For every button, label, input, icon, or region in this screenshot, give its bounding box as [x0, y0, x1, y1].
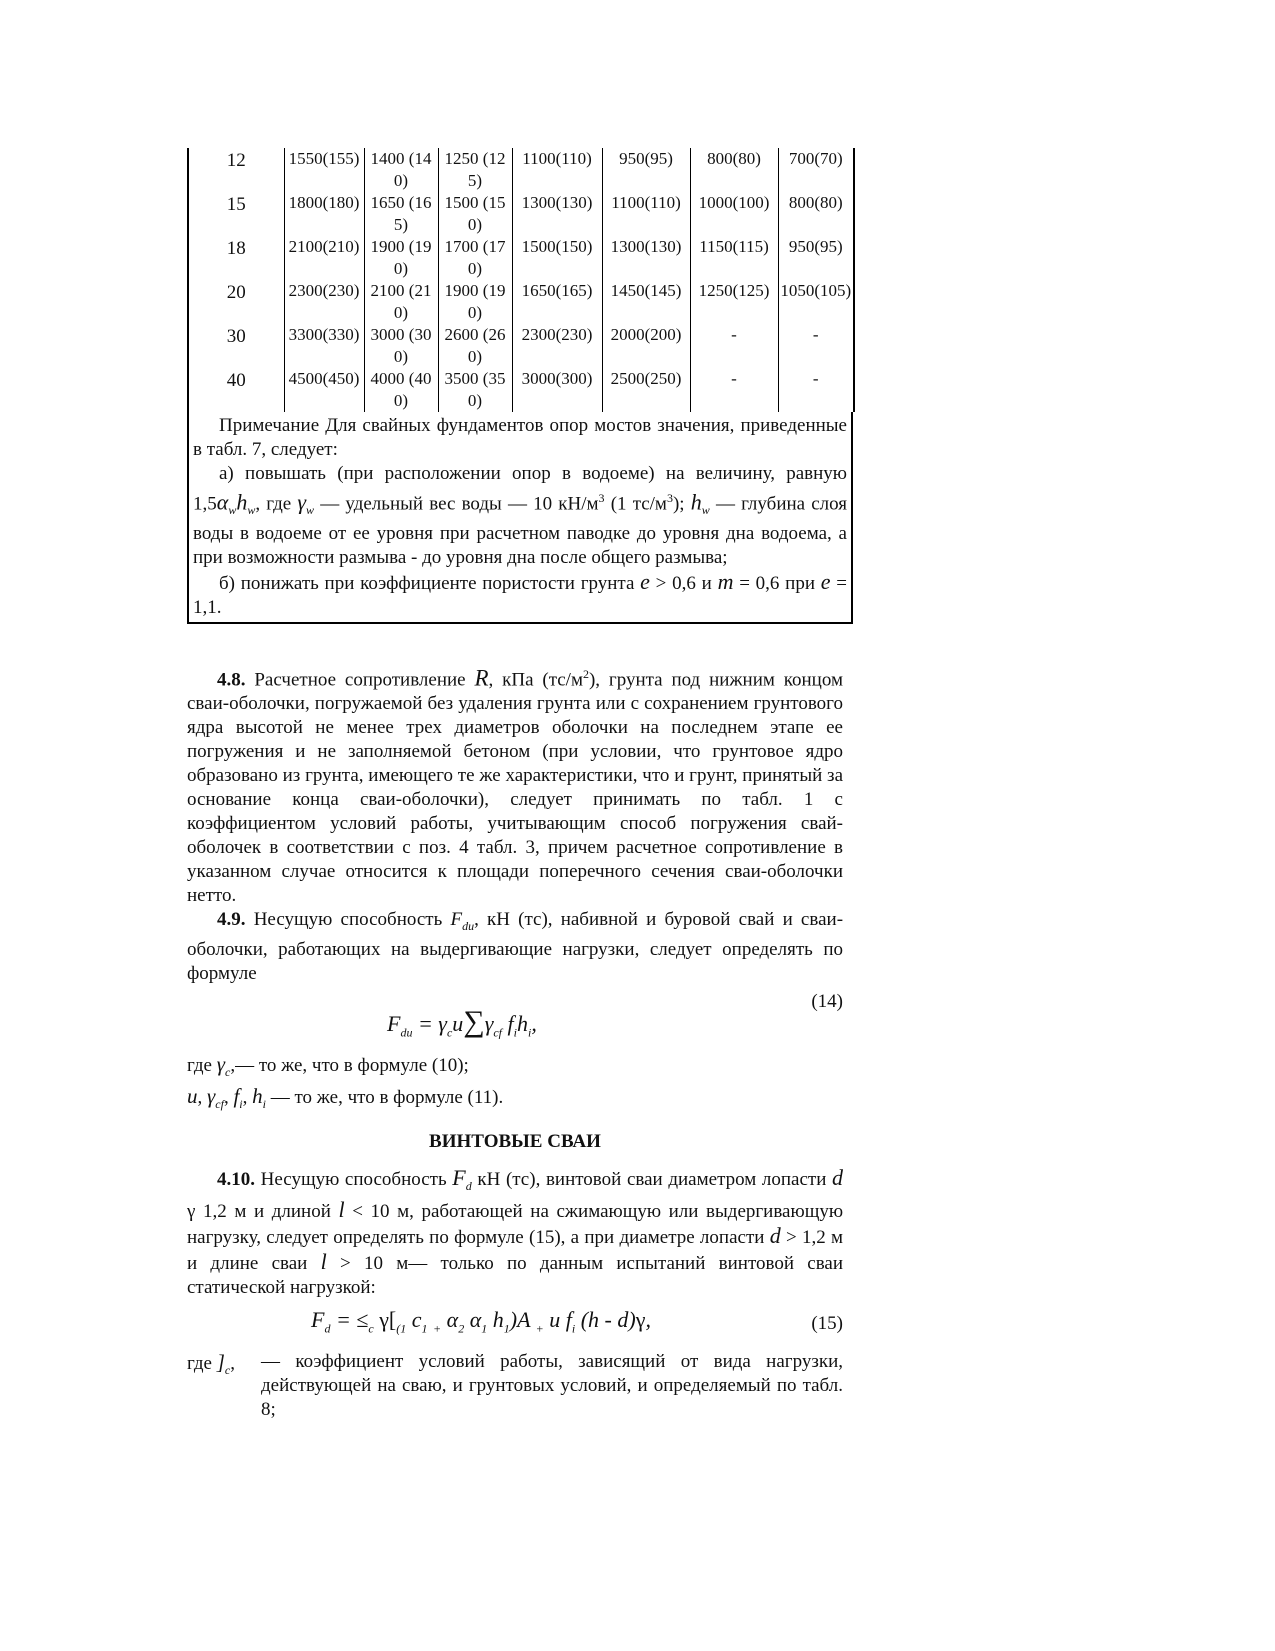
table-cell: 1250(125): [690, 280, 778, 324]
table-cell: -: [690, 324, 778, 368]
table-cell-depth: 30: [188, 324, 284, 368]
table-cell-depth: 15: [188, 192, 284, 236]
table-cell: 1300(130): [512, 192, 602, 236]
table-cell-depth: 18: [188, 236, 284, 280]
formula-14-expression: $F_{du} = \gamma_cu\sum\gamma_{cf}$ $f_ih_i$,: [387, 1005, 537, 1040]
table-cell: 3000 (300): [364, 324, 438, 368]
table-cell: 2600 (260): [438, 324, 512, 368]
paragraph-4-10: 4.10. Несущую способность $F_d$ кН (тс), винтовой сваи диаметром лопасти d γ 1,2 м и длиной l < 10 м, работающей на сжимающую или выдергивающую нагрузку, следует определять по формуле (15), а при диаметре лопасти d > 1,2 м и длине сваи l > 10 м— только по данным испытаний винтовой сваи статической нагрузкой:: [187, 1164, 844, 1298]
table-cell: 950(95): [602, 148, 690, 192]
table-cell: 2100(210): [284, 236, 364, 280]
table-cell: 1000(100): [690, 192, 778, 236]
formula-15-where-text: — коэффициент условий работы, зависящий от вида нагрузки, действующей на сваю, и грунтовых условий, и определяемый по табл. 8;: [261, 1350, 843, 1420]
formula-15-where: где ]$_c$, — коэффициент условий работы, зависящий от вида нагрузки, действующей на сваю, и грунтовых условий, и определяемый по табл. 8;: [187, 1349, 843, 1420]
table-cell: 2300(230): [284, 280, 364, 324]
table-cell: 1400 (140): [364, 148, 438, 192]
note-item-a: а) повышать (при расположении опор в водоеме) на величину, равную $1,5\alpha_wh_w$, где $\gamma_w$ — удельный вес воды — 10 $кН/м^3$ (1 $тс/м^3$); $h_w$ — глубина слоя воды в водоеме от ее уровня при расчетном паводке до уровня дна водоема, а при возможности размыва - до уровня дна после общего размыва;: [193, 463, 848, 569]
table-row: [188, 280, 854, 324]
table-cell: 800(80): [778, 192, 854, 236]
table-row: [188, 148, 854, 192]
table-cell: 800(80): [690, 148, 778, 192]
table-cell: 1150(115): [690, 236, 778, 280]
table-cell: 1050(105): [778, 280, 854, 324]
table-cell: 1900 (190): [438, 280, 512, 324]
note-intro: Примечание Для свайных фундаментов опор мостов значения, приведенные в табл. 7, следует:: [193, 415, 847, 460]
table-cell: 2500(250): [602, 368, 690, 412]
table-cell: 1700 (170): [438, 236, 512, 280]
note-item-b: б) понижать при коэффициенте пористости грунта e > 0,6 и m = 0,6 при e = 1,1.: [193, 569, 847, 619]
formula-14-number: (14): [811, 991, 843, 1013]
paragraph-4-8: 4.8. Расчетное сопротивление R, кПа $(тс/м^2)$, грунта под нижним концом сваи-оболочки, погружаемой без удаления грунта или с сохранением грунтового ядра высотой не менее трех диаметров оболочки на последнем этапе ее погружения и не заполняемой бетоном (при условии, что грунтовое ядро образовано из грунта, имеющего те же характеристики, что и грунт, принятый за основание конца сваи-оболочки), следует принимать по табл. 1 с коэффициентом условий работы, учитывающим способ погружения свай-оболочек в соответствии с поз. 4 табл. 3, причем расчетное сопротивление в указанном случае относится к площади поперечного сечения сваи-оболочки нетто.: [187, 665, 844, 907]
table-cell: 1100(110): [602, 192, 690, 236]
table-cell: 2300(230): [512, 324, 602, 368]
table-cell: -: [690, 368, 778, 412]
table-cell: 1500(150): [512, 236, 602, 280]
table-cell-depth: 20: [188, 280, 284, 324]
formula-15-expression: $F_d = \le_c$ $\gamma[_{(1}$ $c_1$ $_+$ $\alpha_2$ $\alpha_1$ $h_1)A$ $_+$ u $f_i$ (h - d)γ,: [311, 1306, 651, 1335]
formula-15: [187, 1304, 843, 1344]
table-cell: -: [778, 368, 854, 412]
table-cell: 1450(145): [602, 280, 690, 324]
formula-15-number: (15): [811, 1312, 843, 1334]
table-cell: 1250 (125): [438, 148, 512, 192]
table-cell: 950(95): [778, 236, 854, 280]
paragraph-4-9: 4.9. Несущую способность $F_{du}$, кН (тс), набивной и буровой свай и сваи-оболочки, работающих на выдергивающие нагрузки, следует определять по формуле: [187, 909, 844, 985]
table-cell-depth: 40: [188, 368, 284, 412]
table-row: [188, 324, 854, 368]
table-row: [188, 368, 854, 412]
table-cell: 1650(165): [512, 280, 602, 324]
table-cell: 1900 (190): [364, 236, 438, 280]
formula-14-where-gamma: где $\gamma_c,—$ то же, что в формуле (10);: [187, 1052, 469, 1079]
section-heading: ВИНТОВЫЕ СВАИ: [429, 1130, 601, 1152]
table-cell: 1650 (165): [364, 192, 438, 236]
table-row: [188, 192, 854, 236]
table-cell: 4000 (400): [364, 368, 438, 412]
table-row: [188, 236, 854, 280]
table-note: [187, 412, 853, 624]
table-cell: 1500 (150): [438, 192, 512, 236]
table-cell: 3500 (350): [438, 368, 512, 412]
table-cell: 4500(450): [284, 368, 364, 412]
table-cell: 1300(130): [602, 236, 690, 280]
table-cell: 2100 (210): [364, 280, 438, 324]
table-cell: 1800(180): [284, 192, 364, 236]
table-cell: 1550(155): [284, 148, 364, 192]
table-cell: 3000(300): [512, 368, 602, 412]
table-cell: 700(70): [778, 148, 854, 192]
formula-14-where-vars: u, $\gamma_{cf}$, $f_i$, $h_i$ — то же, что в формуле (11).: [187, 1083, 504, 1111]
formula-14: [187, 986, 843, 1052]
document-body: [187, 662, 843, 1422]
table-cell: 3300(330): [284, 324, 364, 368]
table-cell-depth: 12: [188, 148, 284, 192]
soil-resistance-table: [187, 148, 855, 412]
table-cell: 1100(110): [512, 148, 602, 192]
soil-resistance-table-section: [187, 148, 853, 624]
table-cell: -: [778, 324, 854, 368]
table-cell: 2000(200): [602, 324, 690, 368]
